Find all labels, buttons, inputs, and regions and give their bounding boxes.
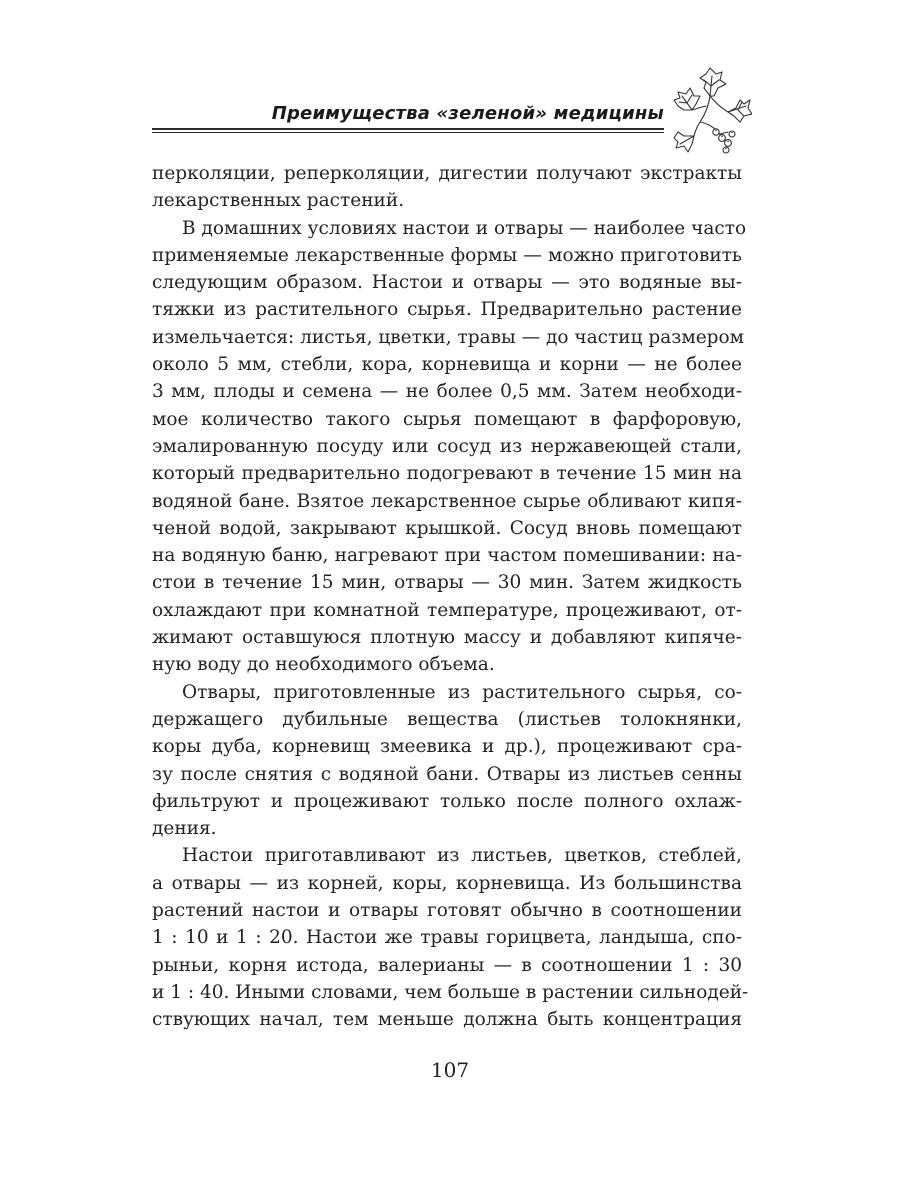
text-line: зу после снятия с водяной бани. Отвары из листьев сенны bbox=[152, 763, 742, 785]
text-line: Отвары, приготовленные из растительного сырья, со- bbox=[182, 681, 742, 703]
text-line: 3 мм, плоды и семена — не более 0,5 мм. Затем необходи- bbox=[152, 381, 742, 403]
running-header bbox=[0, 0, 900, 160]
text-line: жимают оставшуюся плотную массу и добавляют кипяче- bbox=[152, 627, 742, 649]
text-line: и 1 : 40. Иными словами, чем больше в растении сильнодей- bbox=[152, 981, 749, 1003]
paragraph bbox=[152, 842, 749, 1033]
text-line: коры дуба, корневищ змеевика и др.), процеживают сра- bbox=[152, 736, 742, 758]
text-line: ствующих начал, тем меньше должна быть концентрация bbox=[152, 1009, 742, 1031]
text-line: держащего дубильные вещества (листьев толокнянки, bbox=[152, 708, 742, 730]
text-line: рыньи, корня истода, валерианы — в соотношении 1 : 30 bbox=[152, 954, 742, 976]
text-line: на водяную баню, нагревают при частом помешивании: на- bbox=[152, 545, 742, 567]
text-line: эмалированную посуду или сосуд из нержавеющей стали, bbox=[152, 435, 742, 457]
text-line: около 5 мм, стебли, кора, корневища и корни — не более bbox=[152, 354, 742, 376]
running-title: Преимущества «зеленой» медицины bbox=[271, 103, 664, 124]
body-text bbox=[152, 160, 749, 1034]
text-line: растений настои и отвары готовят обычно в соотношении bbox=[152, 900, 742, 922]
text-line: В домашних условиях настои и отвары — наиболее часто bbox=[182, 217, 747, 239]
text-line: дения. bbox=[152, 818, 217, 840]
paragraph bbox=[152, 679, 742, 843]
text-line: который предварительно подогревают в течение 15 мин на bbox=[152, 463, 742, 485]
text-line: измельчается: листья, цветки, травы — до частиц размером bbox=[152, 326, 745, 348]
text-line: а отвары — из корней, коры, корневища. Из большинства bbox=[152, 872, 742, 894]
paragraph bbox=[152, 215, 747, 679]
text-line: фильтруют и процеживают только после полного охлаж- bbox=[152, 790, 742, 812]
text-line: ченой водой, закрывают крышкой. Сосуд вновь помещают bbox=[152, 517, 742, 539]
text-line: перколяции, реперколяции, дигестии получают экстракты bbox=[152, 163, 742, 184]
text-line: мое количество такого сырья помещают в фарфоровую, bbox=[152, 408, 742, 430]
text-line: охлаждают при комнатной температуре, процеживают, от- bbox=[152, 599, 742, 621]
text-line: стои в течение 15 мин, отвары — 30 мин. Затем жидкость bbox=[152, 572, 742, 594]
text-line: следующим образом. Настои и отвары — это водяные вы- bbox=[152, 272, 742, 294]
text-line: ную воду до необходимого объема. bbox=[152, 654, 495, 676]
header-rule-thick bbox=[152, 128, 664, 130]
paragraph bbox=[152, 160, 742, 215]
text-line: тяжки из растительного сырья. Предварительно растение bbox=[152, 299, 742, 321]
page-number: 107 bbox=[430, 1058, 470, 1082]
text-line: водяной бане. Взятое лекарственное сырье обливают кипя- bbox=[152, 490, 742, 512]
header-rule-thin bbox=[152, 132, 664, 133]
currant-branch-icon bbox=[670, 66, 752, 154]
text-line: лекарственных растений. bbox=[152, 190, 405, 212]
text-line: применяемые лекарственные формы — можно приготовить bbox=[152, 244, 742, 266]
text-line: 1 : 10 и 1 : 20. Настои же травы горицвета, ландыша, спо- bbox=[152, 927, 742, 949]
text-line: Настои приготавливают из листьев, цветков, стеблей, bbox=[182, 845, 742, 867]
